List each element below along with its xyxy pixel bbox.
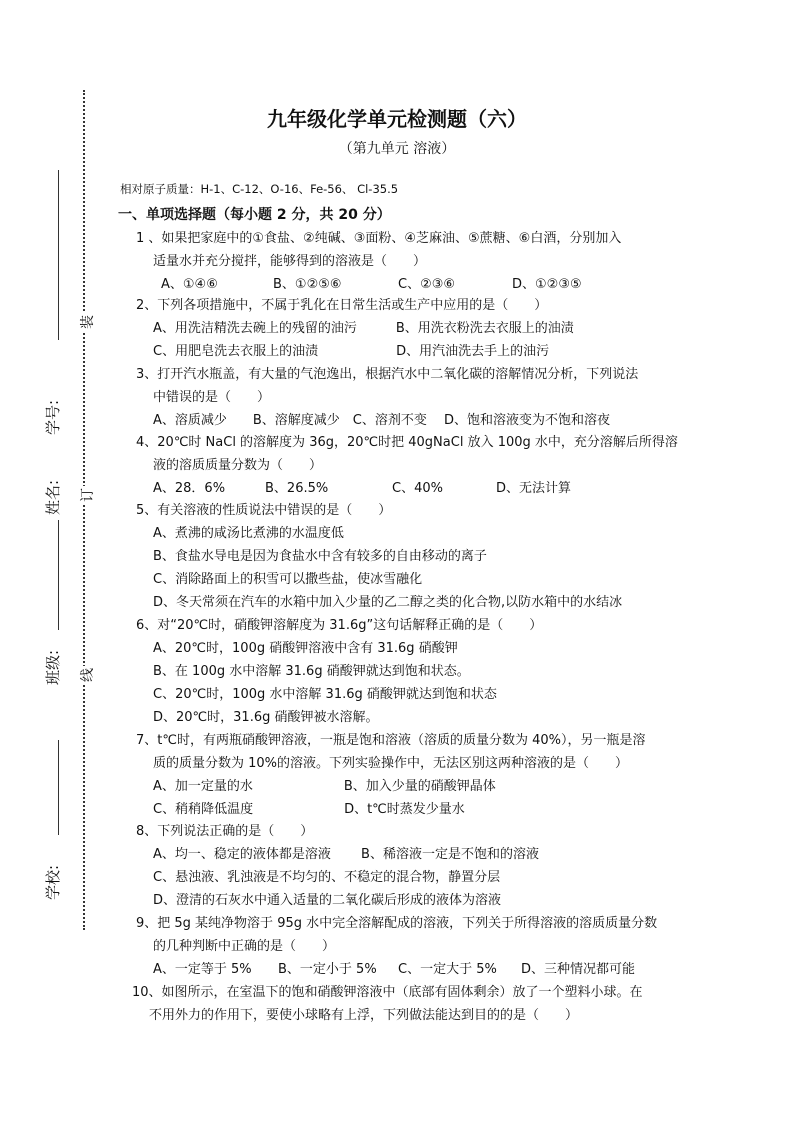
- student-id-field: [40, 170, 70, 435]
- option-line: B、食盐水导电是因为食盐水中含有较多的自由移动的离子: [153, 549, 487, 564]
- exam-subtitle: （第九单元 溶液）: [338, 141, 456, 157]
- option-line: C、悬浊液、乳浊液是不均匀的、不稳定的混合物，静置分层: [153, 870, 501, 885]
- option-line: D、20℃时，31.6g 硝酸钾被水溶解。: [153, 710, 379, 725]
- question-stem-cont: 中错误的是（ ）: [153, 390, 271, 405]
- option-row: [136, 273, 696, 296]
- question-5: [136, 499, 696, 614]
- section-heading-multiple-choice: 一、单项选择题（每小题 2 分，共 20 分）: [118, 207, 391, 223]
- option-line: A、20℃时，100g 硝酸钾溶液中含有 31.6g 硝酸钾: [153, 641, 458, 656]
- question-stem-cont: 的几种判断中正确的是（ ）: [153, 939, 336, 954]
- option-d: D、无法计算: [496, 481, 572, 496]
- question-4: [136, 431, 696, 500]
- option-line: A、加一定量的水 B、加入少量的硝酸钾晶体: [153, 779, 496, 794]
- question-8: [136, 820, 696, 912]
- option-b: B、26.5%: [265, 481, 329, 496]
- question-stem-cont: 质的质量分数为 10%的溶液。下列实验操作中，无法区别这两种溶液的是（ ）: [153, 756, 629, 771]
- option-a: A、①④⑥: [161, 277, 218, 292]
- option-row: [136, 958, 696, 981]
- option-a: A、一定等于 5%: [153, 962, 252, 977]
- class-blank: [58, 520, 59, 630]
- question-stem: 5、有关溶液的性质说法中错误的是（ ）: [136, 503, 392, 518]
- option-b: B、①②⑤⑥: [273, 277, 342, 292]
- question-stem: 10、如图所示，在室温下的饱和硝酸钾溶液中（底部有固体剩余）放了一个塑料小球。在: [132, 985, 643, 1000]
- student-id-blank: [58, 170, 59, 340]
- atomic-mass-note: 相对原子质量：H-1、C-12、O-16、Fe-56、 Cl-35.5: [120, 182, 399, 196]
- question-stem: 7、t℃时，有两瓶硝酸钾溶液，一瓶是饱和溶液（溶质的质量分数为 40%），另一瓶是溶: [136, 733, 646, 748]
- option-line: C、20℃时，100g 水中溶解 31.6g 硝酸钾就达到饱和状态: [153, 687, 497, 702]
- option-line: C、稍稍降低温度 D、t℃时蒸发少量水: [153, 802, 465, 817]
- option-c: C、一定大于 5%: [398, 962, 497, 977]
- question-7: [136, 729, 696, 821]
- class-label: 班级:: [44, 649, 62, 685]
- question-stem: 4、20℃时 NaCl 的溶解度为 36g，20℃时把 40gNaCl 放入 100g 水中，充分溶解后所得溶: [136, 435, 678, 450]
- school-label: 学校:: [44, 864, 62, 900]
- exam-title: 九年级化学单元检测题（六）: [267, 107, 527, 131]
- option-line: C、用肥皂洗去衣服上的油渍 D、用汽油洗去手上的油污: [153, 344, 550, 359]
- student-id-label: 学号:: [44, 399, 62, 435]
- binding-margin: [40, 80, 100, 940]
- question-stem: 6、对“20℃时，硝酸钾溶解度为 31.6g”这句话解释正确的是（ ）: [136, 618, 543, 633]
- option-line: C、消除路面上的积雪可以撒些盐，使冰雪融化: [153, 572, 423, 587]
- question-2: [136, 294, 696, 363]
- question-1: [136, 227, 696, 296]
- student-name-label: 姓名:: [44, 479, 62, 515]
- question-stem: 9、把 5g 某纯净物溶于 95g 水中完全溶解配成的溶液，下列关于所得溶液的溶质质量分数: [136, 916, 658, 931]
- option-line: B、在 100g 水中溶解 31.6g 硝酸钾就达到饱和状态。: [153, 664, 470, 679]
- binding-mark-xian: 线: [77, 666, 97, 684]
- option-b: B、一定小于 5%: [278, 962, 377, 977]
- option-line: A、溶质减少 B、溶解度减少 C、溶剂不变 D、饱和溶液变为不饱和溶夜: [153, 413, 611, 428]
- option-c: C、40%: [392, 481, 443, 496]
- question-stem-cont: 适量水并充分搅拌，能够得到的溶液是（ ）: [153, 254, 427, 269]
- question-stem-cont: 液的溶质质量分数为（ ）: [153, 458, 323, 473]
- option-c: C、②③⑥: [398, 277, 456, 292]
- class-field: [40, 520, 70, 740]
- question-3: [136, 363, 696, 432]
- option-d: D、三种情况都可能: [521, 962, 636, 977]
- option-row: [136, 477, 696, 500]
- option-d: D、①②③⑤: [512, 277, 582, 292]
- school-field: [40, 720, 70, 920]
- question-10: [132, 981, 698, 1027]
- question-9: [136, 912, 696, 981]
- question-stem-cont: 不用外力的作用下，要使小球略有上浮，下列做法能达到目的的是（ ）: [149, 1008, 579, 1023]
- question-6: [136, 614, 696, 729]
- option-line: A、煮沸的咸汤比煮沸的水温度低: [153, 526, 344, 541]
- binding-mark-ding: 订: [77, 486, 97, 504]
- student-name-field: [40, 380, 70, 520]
- option-line: D、冬天常须在汽车的水箱中加入少量的乙二醇之类的化合物,以防水箱中的水结冰: [153, 595, 623, 610]
- question-stem: 8、下列说法正确的是（ ）: [136, 824, 314, 839]
- question-stem: 3、打开汽水瓶盖，有大量的气泡逸出，根据汽水中二氧化碳的溶解情况分析，下列说法: [136, 367, 639, 382]
- question-stem: 1 、如果把家庭中的①食盐、②纯碱、③面粉、④芝麻油、⑤蔗糖、⑥白酒，分别加入: [136, 231, 622, 246]
- binding-dotted-line: [83, 90, 85, 930]
- option-line: D、澄清的石灰水中通入适量的二氧化碳后形成的液体为溶液: [153, 893, 502, 908]
- binding-mark-zhuang: 装: [77, 313, 97, 331]
- question-stem: 2、下列各项措施中，不属于乳化在日常生活或生产中应用的是（ ）: [136, 298, 548, 313]
- option-line: A、均一、稳定的液体都是溶液 B、稀溶液一定是不饱和的溶液: [153, 847, 539, 862]
- school-blank: [58, 740, 59, 835]
- option-line: A、用洗洁精洗去碗上的残留的油污 B、用洗衣粉洗去衣服上的油渍: [153, 321, 574, 336]
- option-a: A、28．6%: [153, 481, 226, 496]
